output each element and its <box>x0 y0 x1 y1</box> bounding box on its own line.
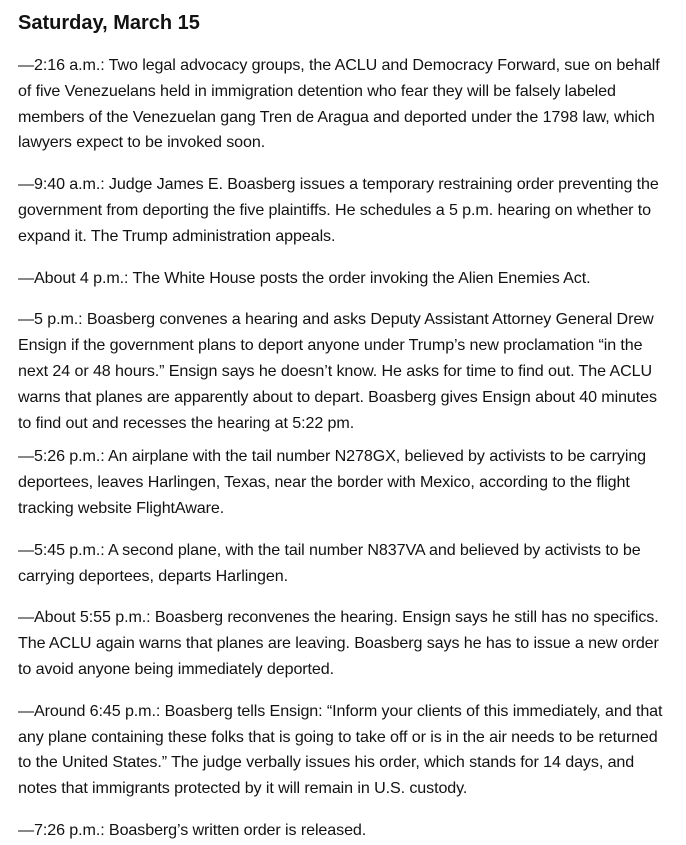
timeline-entry-1726: —5:26 p.m.: An airplane with the tail number N278GX, believed by activists to be carrying deportees, leaves Harlingen, Texas, near the border with Mexico, according to the flight tracking website FlightAware. <box>18 447 647 517</box>
date-heading: Saturday, March 15 <box>18 12 200 34</box>
timeline-entry-1926: —7:26 p.m.: Boasberg’s written order is released. <box>18 820 367 839</box>
timeline-entry-0940: —9:40 a.m.: Judge James E. Boasberg issues a temporary restraining order preventing the government from deporting the five plaintiffs. He schedules a 5 p.m. hearing on whether to expand it. The Trump administration appeals. <box>18 175 659 245</box>
timeline-entry-1600: —About 4 p.m.: The White House posts the order invoking the Alien Enemies Act. <box>18 268 591 287</box>
timeline-entry-1700: —5 p.m.: Boasberg convenes a hearing and asks Deputy Assistant Attorney General Drew Ensign if the government plans to deport anyone under Trump’s new proclamation “in the next 24 or 48 hours.” Ensign says he doesn’t know. He asks for time to find out. The ACLU warns that planes are apparently about to depart. Boasberg gives Ensign about 40 minutes to find out and recesses the hearing at 5:22 pm. <box>18 310 657 432</box>
timeline-entry-1845: —Around 6:45 p.m.: Boasberg tells Ensign: “Inform your clients of this immediately, and that any plane containing these folks that is going to take off or is in the air needs to be returned to the United States.” The judge verbally issues his order, which stands for 14 days, and notes that immigrants protected by it will remain in U.S. custody. <box>18 701 663 798</box>
timeline-entry-0216: —2:16 a.m.: Two legal advocacy groups, the ACLU and Democracy Forward, sue on behalf of five Venezuelans held in immigration detention who fear they will be falsely labeled members of the Venezuelan gang Tren de Aragua and deported under the 1798 law, which lawyers expect to be invoked soon. <box>18 56 660 152</box>
timeline-entry-1745: —5:45 p.m.: A second plane, with the tail number N837VA and believed by activists to be carrying deportees, departs Harlingen. <box>18 540 641 585</box>
timeline-entry-1755: —About 5:55 p.m.: Boasberg reconvenes the hearing. Ensign says he still has no specifics. The ACLU again warns that planes are leaving. Boasberg says he has to issue a new order to avoid anyone being immediately deported. <box>18 608 659 678</box>
